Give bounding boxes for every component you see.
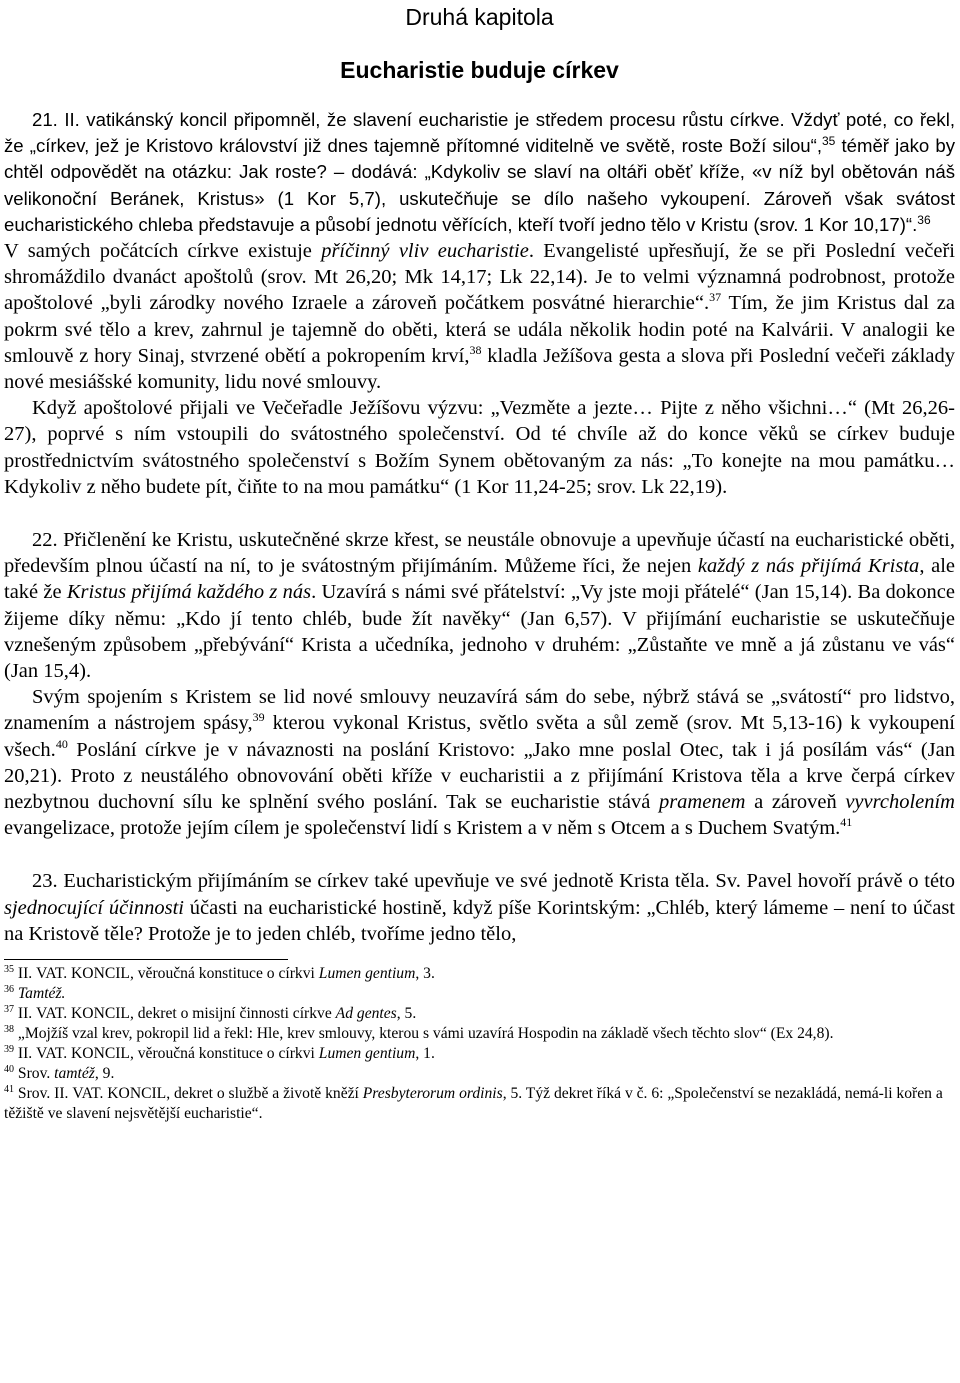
footnote-divider (4, 959, 288, 960)
footnote-38: $^{38}$ „Mojžíš vzal krev, pokropil lid a řekl: Hle, krev smlouvy, kterou s vámi uzavírá Hospodin na základě všech těchto slov“ (Ex 24,8). (4, 1023, 834, 1043)
footnote-39: $^{39}$ II. VAT. KONCIL, věroučná konstituce o církvi Lumen gentium, 1. (4, 1043, 435, 1063)
chapter-title: Druhá kapitola (405, 4, 554, 30)
section-heading: Eucharistie buduje církev (340, 57, 619, 83)
footnote-ref-41: 41 (840, 815, 853, 830)
footnote-ref-35: 35 (821, 134, 836, 149)
footnotes (4, 964, 955, 1124)
footnote-36: $^{36}$ Tamtéž. (4, 983, 66, 1003)
paragraph-21: 21. II. vatikánský koncil připomněl, že slavení eucharistie je středem procesu růstu církve. Vždyť poté, co řekl, že „církev, jež je Kristovo království již dnes tajemně přítomné viditelně ve světě, roste Boží silou“,$^{35}$ téměř jako by chtěl odpovědět na otázku: Jak roste? – dodává: „Kdykoliv se slaví na oltáři oběť kříže, «v níž byl obětován náš velikonoční Beránek, Kristus» (1 Kor 5,7), uskutečňuje se dílo našeho vykoupení. Zároveň však svátost eucharistického chleba představuje a působí jednotu věřících, kteří tvoří jedno tělo v Kristu (srov. 1 Kor 10,17)“.$^{36}$ (4, 109, 955, 235)
footnote-ref-38: 38 (469, 343, 482, 357)
footnote-ref-40: 40 (55, 736, 68, 751)
footnote-40: $^{40}$ Srov. tamtéž, 9. (4, 1063, 115, 1083)
paragraph-22: 22. Přičlenění ke Kristu, uskutečněné skrze křest, se neustále obnovuje a upevňuje účastí na eucharistické oběti, především plnou účastí na ní, to je svátostným přijímáním. Můžeme říci, že nejen každý z nás přijímá Krista, ale také že Kristus přijímá každého z nás. Uzavírá s námi své přátelství: „Vy jste moji přátelé“ (Jan 15,14). Ba dokonce žijeme díky němu: „Kdo jí tento chléb, bude žít navěky“ (Jan 6,57). V přijímání eucharistie se uskutečňuje vznešeným způsobem „přebývání“ Krista a učedníka, jednoho v druhém: „Zůstaňte ve mně a já zůstanu ve vás“ (Jan 15,4). (4, 529, 955, 683)
footnote-35: $^{35}$ II. VAT. KONCIL, věroučná konstituce o církvi Lumen gentium, 3. (4, 963, 435, 983)
paragraph-22-continued: Svým spojením s Kristem se lid nové smlouvy neuzavírá sám do sebe, nýbrž stává se „svátostí“ pro lidstvo, znamením a nástrojem spásy,$^{39}$ kterou vykonal Kristus, světlo světa a sůl země (srov. Mt 5,13-16) k vykoupení všech.$^{40}$ Poslání církve je v návaznosti na poslání Kristovo: „Jako mne poslal Otec, tak i já posílám vás“ (Jan 20,21). Proto z neustálého obnovování oběti kříže v eucharistii a z přijímání Kristova těla a krve čerpá církev nezbytnou duchovní sílu ke splnění svého poslání. Tak se eucharistie stává pramenem a zároveň vyvrcholením evangelizace, protože jejím cílem je společenství lidí s Kristem a v něm s Otcem a s Duchem Svatým.$^{41}$ (4, 686, 956, 840)
footnote-37: $^{37}$ II. VAT. KONCIL, dekret o misijní činnosti církve Ad gentes, 5. (4, 1003, 417, 1023)
footnote-ref-37: 37 (709, 290, 722, 305)
footnote-ref-36: 36 (917, 212, 931, 227)
footnote-ref-39: 39 (252, 710, 265, 725)
paragraph-21-last: Když apoštolové přijali ve Večeřadle Ježíšovu výzvu: „Vezměte a jezte… Pijte z něho všichni…“ (Mt 26,26-27), poprvé s ním vstoupili do svátostného společenství. Od té chvíle až do konce věků se církev buduje prostřednictvím svátostného společenství s Božím Synem obětovaným za nás: „To konejte na mou památku… Kdykoliv z něho budete pít, čiňte to na mou památku“ (1 Kor 11,24-25; srov. Lk 22,19). (4, 397, 955, 498)
paragraph-21-continued: V samých počátcích církve existuje příčinný vliv eucharistie. Evangelisté upřesňují, že se při Poslední večeři shromáždilo dvanáct apoštolů (srov. Mt 26,20; Mk 14,17; Lk 22,14). Je to velmi významná podrobnost, protože apoštolové „byli zárodky nového Izraele a zároveň počátkem posvátné hierarchie“.$^{37}$ Tím, že jim Kristus dal za pokrm své tělo a krev, zahrnul je tajemně do oběti, která se udála několik hodin poté na Kalvárii. V analogii ke smlouvě z hory Sinaj, stvrzené obětí a pokropením krví,$^{38}$ kladla Ježíšova gesta a slova při Poslední večeři základy nové mesiášské komunity, lidu nové smlouvy. (4, 240, 955, 394)
paragraph-23: 23. Eucharistickým přijímáním se církev také upevňuje ve své jednotě Krista těla. Sv. Pavel hovoří právě o této sjednocující účinnosti účasti na eucharistické hostině, když píše Korintským: „Chléb, který lámeme – není to účast na Kristově těle? Protože je to jeden chléb, tvoříme jedno tělo, (4, 870, 955, 945)
footnote-41: $^{41}$ Srov. II. VAT. KONCIL, dekret o službě a životě kněží Presbyterorum ordinis, 5. Týž dekret říká v č. 6: „Společenství se nezakládá, nemá-li kořen a těžiště ve slavení nejsvětější eucharistie“. (4, 1083, 943, 1123)
